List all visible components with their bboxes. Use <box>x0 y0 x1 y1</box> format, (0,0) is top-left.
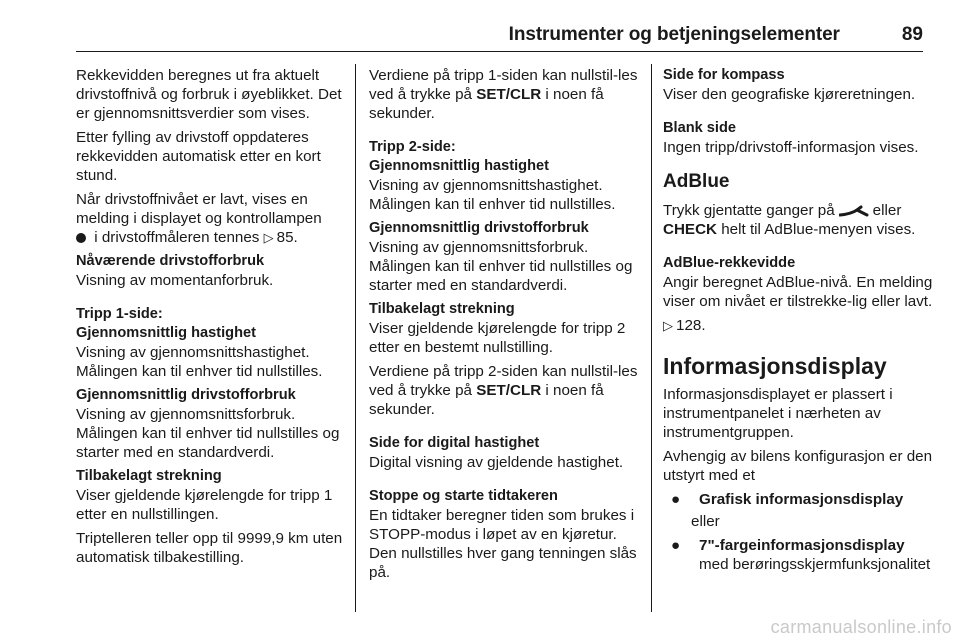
paragraph: Visning av gjennomsnittsforbruk. Målingen kan til enhver tid nullstilles og starter med en standardverdi. <box>76 406 340 461</box>
section-label: Tilbakelagt strekning <box>369 301 515 317</box>
page-header <box>0 24 923 54</box>
section-label: Stoppe og starte tidtakeren <box>369 488 558 504</box>
section-label: AdBlue-rekkevidde <box>663 255 796 271</box>
page-reference-icon: ▷ <box>263 230 274 245</box>
list-item: ● 7"-fargeinformasjonsdisplay med berøringsskjermfunksjonalitet <box>663 536 935 574</box>
section-label: Side for kompass <box>663 67 785 83</box>
paragraph: Avhengig av bilens konfigurasjon er den utstyrt med et <box>663 448 933 484</box>
column-middle <box>369 66 641 587</box>
bullet-icon: ● <box>671 537 681 554</box>
paragraph: Visning av momentanforbruk. <box>76 272 274 289</box>
section-label: Gjennomsnittlig drivstofforbruk <box>76 387 296 403</box>
column-left <box>76 66 348 572</box>
section-label: Tripp 1-side: <box>76 306 163 322</box>
paragraph: Visning av gjennomsnittshastighet. Målingen kan til enhver tid nullstilles. <box>369 177 616 213</box>
paragraph: Ingen tripp/drivstoff-informasjon vises. <box>663 139 919 156</box>
paragraph: Etter fylling av drivstoff oppdateres rekkevidden automatisk etter en kort stund. <box>76 129 321 184</box>
watermark: carmanualsonline.info <box>770 617 952 637</box>
paragraph: ▷ 128. <box>663 317 706 334</box>
paragraph: Digital visning av gjeldende hastighet. <box>369 454 624 471</box>
section-heading-informasjonsdisplay: Informasjonsdisplay <box>663 353 887 379</box>
list-item: ● Grafisk informasjonsdisplay <box>663 490 935 509</box>
page-reference-icon: ▷ <box>663 318 673 333</box>
section-label: Side for digital hastighet <box>369 435 540 451</box>
paragraph: Angir beregnet AdBlue-nivå. En melding viser om nivået er tilstrekke-lig eller lavt. <box>663 274 933 310</box>
paragraph: En tidtaker beregner tiden som brukes i STOPP-modus i løpet av en kjøretur. Den nullstilles hver gang tenningen slås på. <box>369 507 637 581</box>
header-rule <box>76 51 923 52</box>
section-label: Blank side <box>663 120 736 136</box>
paragraph: Visning av gjennomsnittsforbruk. Målingen kan til enhver tid nullstilles og starter med en standardverdi. <box>369 239 633 294</box>
fuel-warning-lamp-icon <box>76 233 86 243</box>
paragraph: Viser den geografiske kjøreretningen. <box>663 86 916 103</box>
paragraph: Rekkevidden beregnes ut fra aktuelt drivstoffnivå og forbruk i øyeblikket. Det er gjennomsnittsverdier som vises. <box>76 67 342 122</box>
set-clr-button-label: SET/CLR <box>476 382 542 399</box>
page-title: Instrumenter og betjeningselementer <box>508 24 840 45</box>
page-number: 89 <box>901 24 923 45</box>
section-label: Gjennomsnittlig hastighet <box>369 158 549 174</box>
paragraph: Visning av gjennomsnittshastighet. Målingen kan til enhver tid nullstilles. <box>76 344 323 380</box>
section-label: Gjennomsnittlig drivstofforbruk <box>369 220 589 236</box>
column-divider <box>355 64 356 612</box>
section-heading-adblue: AdBlue <box>663 171 730 192</box>
section-label: Nåværende drivstofforbruk <box>76 253 265 269</box>
section-label: Tilbakelagt strekning <box>76 468 222 484</box>
check-button-label: CHECK <box>663 221 718 238</box>
paragraph: Verdiene på tripp 1-siden kan nullstil-les ved å trykke på SET/CLR i noen få sekunder. <box>369 67 638 122</box>
paragraph: Informasjonsdisplayet er plassert i instrumentpanelet i nærheten av instrumentgruppen. <box>663 386 893 441</box>
paragraph: eller <box>691 513 720 530</box>
paragraph: Trykk gjentatte ganger på eller CHECK helt til AdBlue-menyen vises. <box>663 202 916 238</box>
paragraph: Viser gjeldende kjørelengde for tripp 2 etter en bestemt nullstilling. <box>369 320 626 356</box>
steering-wheel-control-icon <box>839 205 869 217</box>
section-label: Tripp 2-side: <box>369 139 456 155</box>
paragraph: Verdiene på tripp 2-siden kan nullstil-les ved å trykke på SET/CLR i noen få sekunder. <box>369 363 638 418</box>
paragraph: Triptelleren teller opp til 9999,9 km uten automatisk tilbakestilling. <box>76 530 343 566</box>
column-right <box>663 66 935 577</box>
paragraph: Når drivstoffnivået er lavt, vises en melding i displayet og kontrollampen i drivstoffmåleren tennes ▷ 85. <box>76 191 322 246</box>
section-label: Gjennomsnittlig hastighet <box>76 325 256 341</box>
bullet-icon: ● <box>671 491 681 508</box>
set-clr-button-label: SET/CLR <box>476 86 542 103</box>
column-divider <box>651 64 652 612</box>
paragraph: Viser gjeldende kjørelengde for tripp 1 etter en nullstillingen. <box>76 487 333 523</box>
